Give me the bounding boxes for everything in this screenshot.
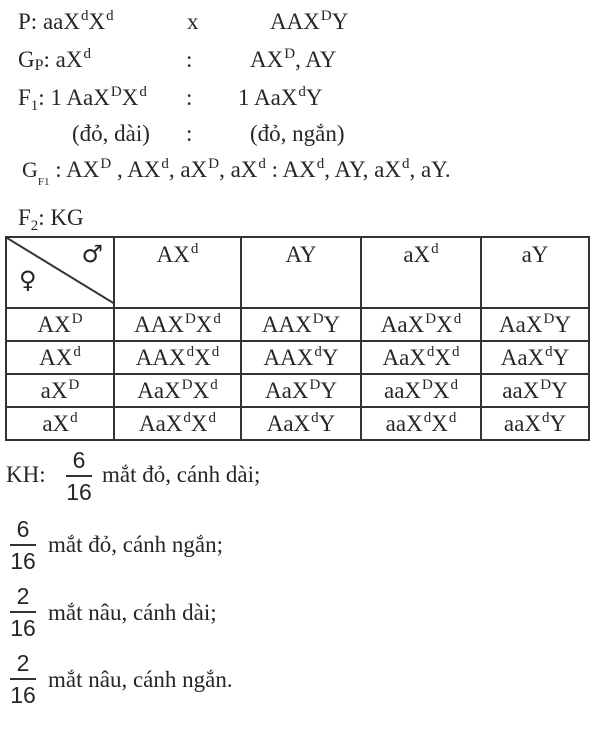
offspring-genotype-cell: AaX$^d$Y <box>481 341 589 374</box>
gametes-p-line <box>18 46 91 74</box>
row-header-female-gamete: $aX^D$ <box>6 374 114 407</box>
female-symbol-icon: ♀ <box>19 266 37 294</box>
offspring-genotype-cell: AaX$^d$Y <box>241 407 361 440</box>
f1-male-gametes: $AX^d$, AY, $aX^d$, aY. <box>278 156 451 182</box>
offspring-genotype-cell: $AAX^DX^d$ <box>114 308 241 341</box>
f1-female-gametes: $AX^D$ , $AX^d$, $aX^D$, $aX^d$ <box>66 156 266 182</box>
gametes-p-separator: : <box>186 47 193 72</box>
f2-label: $F_2$: KG <box>18 205 84 234</box>
f1-female-genotype: 1 $AaX^DX^d$ <box>50 84 147 110</box>
phenotype-description: mắt đỏ, cánh ngắn; <box>48 532 224 557</box>
gametes-f1-line: $G_{F1}$ : $AX^D$ , $AX^d$, $aX^D$, $aX^d$ : $AX^d$, AY, $aX^d$, aY. <box>22 156 451 188</box>
offspring-genotype-cell: $AaX^DX^d$ <box>114 374 241 407</box>
offspring-genotype-cell: $aaX^dX^d$ <box>361 407 481 440</box>
table-row <box>6 374 589 407</box>
phenotype-fraction: 6 16 <box>10 516 36 574</box>
table-row <box>6 308 589 341</box>
phenotype-label: KH: <box>6 462 46 487</box>
f1-phenotype-separator: : <box>186 121 193 146</box>
male-parent-genotype: $AAX^DY$ <box>270 8 349 34</box>
offspring-genotype-cell: AaX$^D$Y <box>481 308 589 341</box>
offspring-genotype-cell: $AAX^DY$ <box>241 308 361 341</box>
f1-line <box>18 84 147 114</box>
column-header-male-gamete: $AX^d$ <box>114 237 241 308</box>
table-row <box>6 407 589 440</box>
offspring-genotype-cell: AAX$^d$Y <box>241 341 361 374</box>
cross-symbol: x <box>187 9 199 34</box>
row-header-female-gamete: $aX^d$ <box>6 407 114 440</box>
offspring-genotype-cell: $AaX^dX^d$ <box>114 407 241 440</box>
phenotype-description: mắt nâu, cánh dài; <box>48 600 217 625</box>
offspring-genotype-cell: $AAX^dX^d$ <box>114 341 241 374</box>
phenotype-fraction: 2 16 <box>10 583 36 641</box>
parents-label: P: <box>18 9 38 34</box>
phenotype-fraction: 6 16 <box>66 447 92 505</box>
column-header-male-gamete: AY <box>241 237 361 308</box>
column-header-male-gamete: $aX^d$ <box>361 237 481 308</box>
punnett-corner-cell <box>6 237 114 308</box>
f1-male-genotype: 1 AaX$^d$Y <box>238 84 323 110</box>
offspring-genotype-cell: AaX$^D$Y <box>241 374 361 407</box>
male-gametes: $AX^D$, AY <box>250 46 337 72</box>
gametes-p-label: $G_P$: <box>18 47 50 74</box>
f1-male-phenotype: (đỏ, ngắn) <box>250 121 345 146</box>
punnett-header-row <box>6 237 589 308</box>
phenotype-description: mắt đỏ, cánh dài; <box>102 462 261 487</box>
female-parent-genotype: $aaX^dX^d$ <box>42 8 114 34</box>
parents-line <box>18 10 114 33</box>
phenotype-description: mắt nâu, cánh ngắn. <box>48 667 233 692</box>
gametes-f1-label: $G_{F1}$ <box>22 157 50 188</box>
f1-female-phenotype: (đỏ, dài) <box>72 121 150 146</box>
column-header-male-gamete: aY <box>481 237 589 308</box>
phenotype-fraction: 2 16 <box>10 650 36 708</box>
offspring-genotype-cell: $AaX^dX^d$ <box>361 341 481 374</box>
row-header-female-gamete: $AX^d$ <box>6 341 114 374</box>
offspring-genotype-cell: aaX$^d$Y <box>481 407 589 440</box>
male-symbol-icon: ♂ <box>81 240 103 268</box>
punnett-square <box>5 236 590 441</box>
row-header-female-gamete: $AX^D$ <box>6 308 114 341</box>
offspring-genotype-cell: $AaX^DX^d$ <box>361 308 481 341</box>
f1-label: $F_1$: <box>18 85 45 114</box>
f1-separator: : <box>186 85 193 110</box>
offspring-genotype-cell: aaX$^D$Y <box>481 374 589 407</box>
female-gamete: $aX^d$ <box>55 46 91 72</box>
offspring-genotype-cell: $aaX^DX^d$ <box>361 374 481 407</box>
table-row <box>6 341 589 374</box>
